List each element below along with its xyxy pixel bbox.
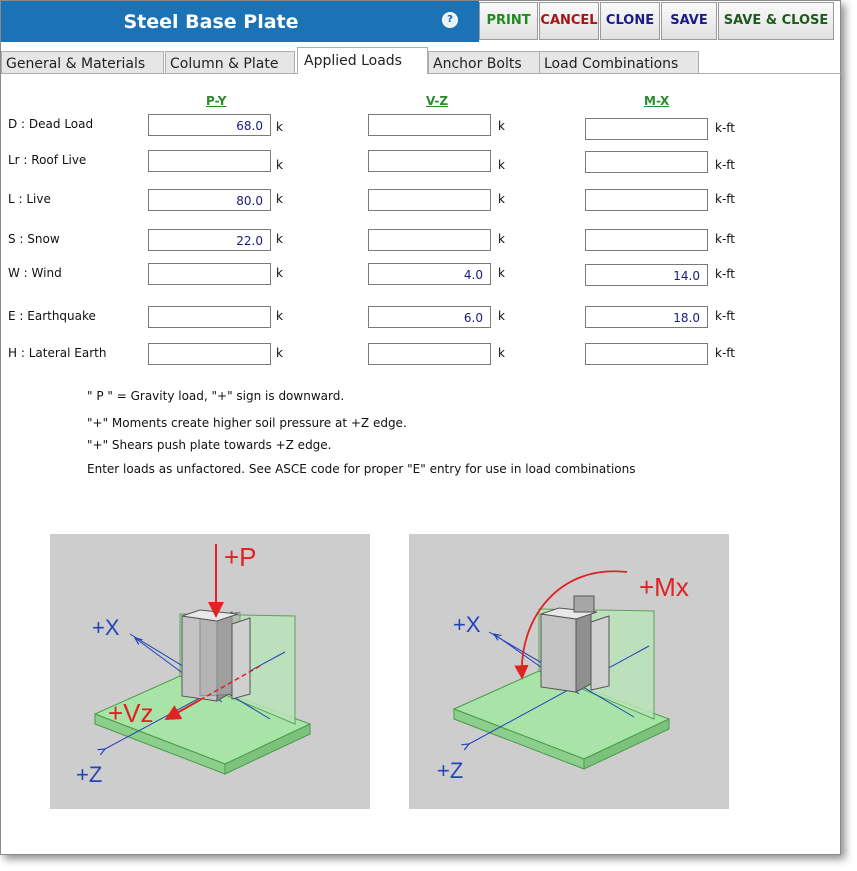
unit-label: k-ft [715,346,735,360]
live-mx-input[interactable] [585,189,708,211]
save-button[interactable]: SAVE [661,2,717,40]
row-label-lateral-earth: H : Lateral Earth [8,346,107,360]
unit-label: k [498,158,505,172]
cancel-button[interactable]: CANCEL [539,2,599,40]
note-moments: "+" Moments create higher soil pressure at +Z edge. [87,416,407,430]
window-title: Steel Base Plate [123,11,299,33]
unit-label: k [276,309,283,323]
tab-general-materials[interactable]: General & Materials [1,51,164,73]
unit-label: k [498,309,505,323]
unit-label: k [498,192,505,206]
note-unfactored: Enter loads as unfactored. See ASCE code for proper "E" entry for use in load combinations [87,462,636,476]
unit-label: k [498,266,505,280]
unit-label: k [276,346,283,360]
snow-mx-input[interactable] [585,229,708,251]
title-bar [1,1,479,42]
snow-py-input[interactable]: 22.0 [148,229,271,251]
tab-applied-loads[interactable]: Applied Loads [297,47,428,74]
roof-live-py-input[interactable] [148,150,271,172]
x-axis-label: +X [92,615,120,640]
snow-vz-input[interactable] [368,229,491,251]
note-gravity: " P " = Gravity load, "+" sign is downward. [87,389,345,403]
unit-label: k [498,232,505,246]
unit-label: k [276,120,283,134]
tab-bar [1,49,842,73]
print-button[interactable]: PRINT [479,2,538,40]
unit-label: k [276,192,283,206]
moment-figure [409,534,729,809]
shear-axial-diagram [50,534,370,809]
unit-label: k-ft [715,232,735,246]
column-header-mx: M-X [644,94,670,108]
row-label-roof-live: Lr : Roof Live [8,153,87,167]
unit-label: k [498,346,505,360]
row-label-live: L : Live [8,192,51,206]
lateral-earth-vz-input[interactable] [368,343,491,365]
unit-label: k-ft [715,267,735,281]
wind-py-input[interactable] [148,263,271,285]
unit-label: k [276,158,283,172]
unit-label: k-ft [715,309,735,323]
roof-live-vz-input[interactable] [368,150,491,172]
lateral-earth-py-input[interactable] [148,343,271,365]
row-label-snow: S : Snow [8,232,60,246]
tab-anchor-bolts[interactable]: Anchor Bolts [428,51,540,73]
moment-diagram [409,534,729,809]
x-axis-label: +X [453,612,481,637]
unit-label: k [276,232,283,246]
z-axis-label: +Z [437,758,464,783]
earthquake-mx-input[interactable]: 18.0 [585,306,708,328]
z-axis-label: +Z [76,762,103,787]
tab-column-plate[interactable]: Column & Plate [165,51,295,73]
roof-live-mx-input[interactable] [585,151,708,173]
lateral-earth-mx-input[interactable] [585,343,708,365]
wind-vz-input[interactable]: 4.0 [368,263,491,285]
tab-load-combinations[interactable]: Load Combinations [539,51,699,73]
column-header-py: P-Y [206,94,227,108]
dead-load-mx-input[interactable] [585,118,708,140]
live-vz-input[interactable] [368,189,491,211]
note-shears: "+" Shears push plate towards +Z edge. [87,438,332,452]
row-label-dead-load: D : Dead Load [8,117,94,131]
unit-label: k [276,266,283,280]
p-load-label: +P [224,542,257,572]
unit-label: k [498,119,505,133]
column-header-vz: V-Z [426,94,449,108]
vz-shear-label: +Vz [108,698,154,728]
help-icon[interactable]: ? [442,12,458,28]
row-label-earthquake: E : Earthquake [8,309,96,323]
earthquake-vz-input[interactable]: 6.0 [368,306,491,328]
row-label-wind: W : Wind [8,266,62,280]
mx-moment-label: +Mx [639,572,689,602]
dead-load-py-input[interactable]: 68.0 [148,114,271,136]
wind-mx-input[interactable]: 14.0 [585,264,708,286]
live-py-input[interactable]: 80.0 [148,189,271,211]
save-close-button[interactable]: SAVE & CLOSE [718,2,834,40]
unit-label: k-ft [715,158,735,172]
unit-label: k-ft [715,121,735,135]
clone-button[interactable]: CLONE [600,2,660,40]
unit-label: k-ft [715,192,735,206]
dead-load-vz-input[interactable] [368,114,491,136]
earthquake-py-input[interactable] [148,306,271,328]
shear-axial-figure [50,534,370,809]
